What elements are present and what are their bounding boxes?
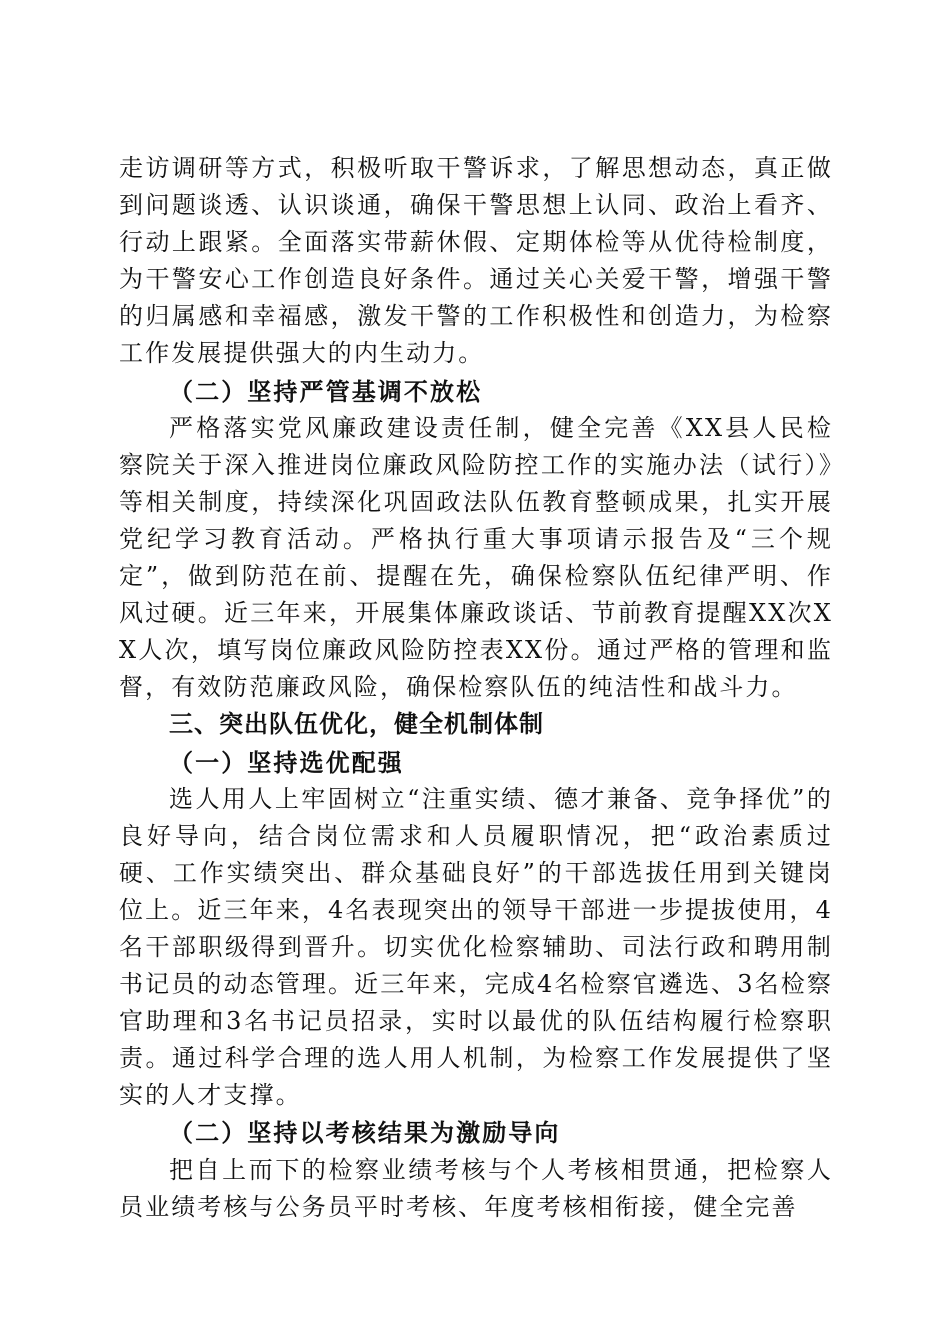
paragraph-performance-assessment: 把自上而下的检察业绩考核与个人考核相贯通，把检察人员业绩考核与公务员平时考核、年度考核相衔接，健全完善 — [119, 1155, 833, 1221]
subheading-assessment-incentive: （二）坚持以考核结果为激励导向 — [169, 1118, 561, 1148]
section-heading-team-optimization: 三、突出队伍优化，健全机制体制 — [169, 710, 544, 739]
subheading-select-best: （一）坚持选优配强 — [169, 747, 404, 777]
document-body — [119, 150, 833, 1226]
paragraph-integrity-responsibility: 严格落实党风廉政建设责任制，健全完善《XX县人民检察院关于深入推进岗位廉政风险防控工作的实施办法（试行）》等相关制度，持续深化巩固政法队伍教育整顿成果，扎实开展党纪学习教育活动。严格执行重大事项请示报告及“三个规定”，做到防范在前、提醒在先，确保检察队伍纪律严明、作风过硬。近三年来，开展集体廉政谈话、节前教育提醒XX次XX人次，填写岗位廉政风险防控表XX份。通过严格的管理和监督，有效防范廉政风险，确保检察队伍的纯洁性和战斗力。 — [119, 413, 833, 702]
paragraph-care-for-staff: 走访调研等方式，积极听取干警诉求，了解思想动态，真正做到问题谈透、认识谈通，确保干警思想上认同、政治上看齐、行动上跟紧。全面落实带薪休假、定期体检等从优待检制度，为干警安心工作创造良好条件。通过关心关爱干警，增强干警的归属感和幸福感，激发干警的工作积极性和创造力，为检察工作发展提供强大的内生动力。 — [119, 154, 833, 368]
subheading-strict-management: （二）坚持严管基调不放松 — [169, 376, 483, 406]
paragraph-personnel-selection: 选人用人上牢固树立“注重实绩、德才兼备、竞争择优”的良好导向，结合岗位需求和人员履职情况，把“政治素质过硬、工作实绩突出、群众基础良好”的干部选拔任用到关键岗位上。近三年来，4名表现突出的领导干部进一步提拔使用，4名干部职级得到晋升。切实优化检察辅助、司法行政和聘用制书记员的动态管理。近三年来，完成4名检察官遴选、3名检察官助理和3名书记员招录，实时以最优的队伍结构履行检察职责。通过科学合理的选人用人机制，为检察工作发展提供了坚实的人才支撑。 — [119, 784, 833, 1110]
